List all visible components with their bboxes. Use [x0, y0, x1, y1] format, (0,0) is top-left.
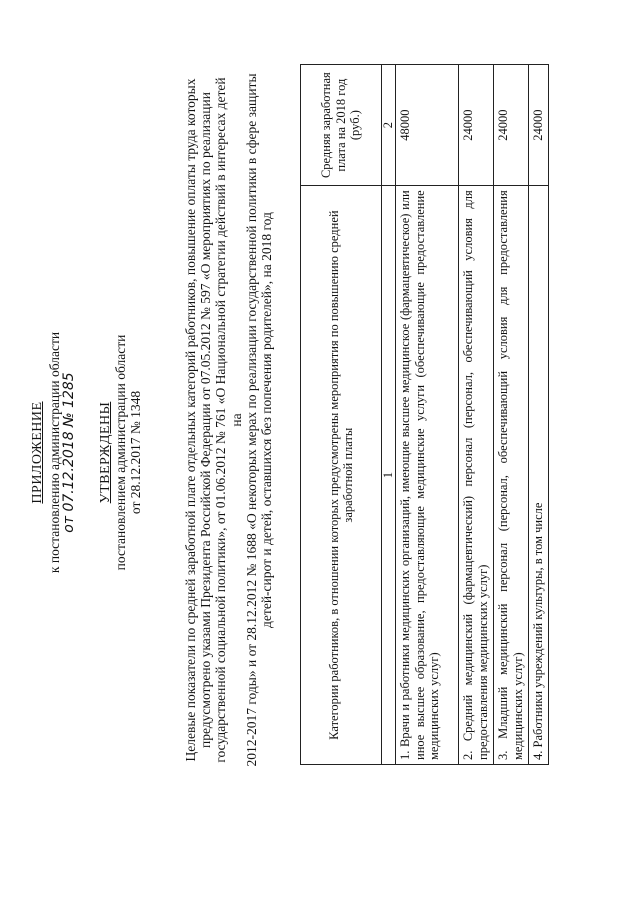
category-cell: 3. Младший медицинский персонал (персонал, обеспечивающий условия для предоставления медицинских услуг) [494, 186, 529, 765]
title-line: Целевые показатели по средней заработной плате отдельных категорий работников, повышение оплаты труда которых [183, 78, 198, 762]
header-salary: Средняя заработная плата на 2018 год (руб.) [301, 65, 382, 186]
category-cell: 4. Работники учреждений культуры, в том числе [529, 186, 549, 765]
salary-cell: 24000 [529, 65, 549, 186]
appendix-title: ПРИЛОЖЕНИЕ [30, 401, 45, 504]
table-row [529, 65, 549, 765]
salary-cell: 48000 [396, 65, 459, 186]
table-row [396, 65, 459, 765]
salary-table [300, 64, 549, 765]
column-number: 2 [382, 65, 396, 186]
title-line: детей-сирот и детей, оставшихся без попечения родителей», на 2018 год [259, 212, 275, 628]
table-row [494, 65, 529, 765]
document-title [183, 70, 274, 770]
table-header-row [301, 65, 382, 765]
column-number: 1 [382, 186, 396, 765]
title-line: предусмотрено указами Президента Российской Федерации от 07.05.2012 № 597 «О мероприятиях по реализации [198, 92, 214, 748]
title-line: государственной социальной политики», от 01.06.2012 № 761 «О Национальной стратегии действий в интересах детей на [213, 77, 244, 763]
appendix-reference: к постановлению администрации области [47, 331, 62, 574]
header-category: Категории работников, в отношении которых предусмотрены мероприятия по повышению средней заработной платы [301, 186, 382, 765]
category-cell: 2. Средний медицинский (фармацевтический) персонал (персонал, обеспечивающий условия для предоставления медицинских услуг) [459, 186, 494, 765]
salary-cell: 24000 [459, 65, 494, 186]
approved-title: УТВЕРЖДЕНЫ [98, 401, 113, 504]
table-row [459, 65, 494, 765]
approved-date-number: от 28.12.2017 № 1348 [128, 390, 143, 515]
appendix-date-number: от 07.12.2018 № 1285 [61, 372, 77, 533]
title-line: 2012-2017 годы» и от 28.12.2012 № 1688 «О некоторых мерах по реализации государственной политики в сфере защиты [243, 73, 259, 767]
salary-cell: 24000 [494, 65, 529, 186]
category-cell: 1. Врачи и работники медицинских организаций, имеющие высшее медицинское (фармацевтическое) или иное высшее образование, предоставляющие медицинские услуги (обеспечивающие предоставление медицинских услуг) [396, 186, 459, 765]
approved-reference: постановлением администрации области [113, 334, 128, 571]
table-column-numbers [382, 65, 396, 765]
